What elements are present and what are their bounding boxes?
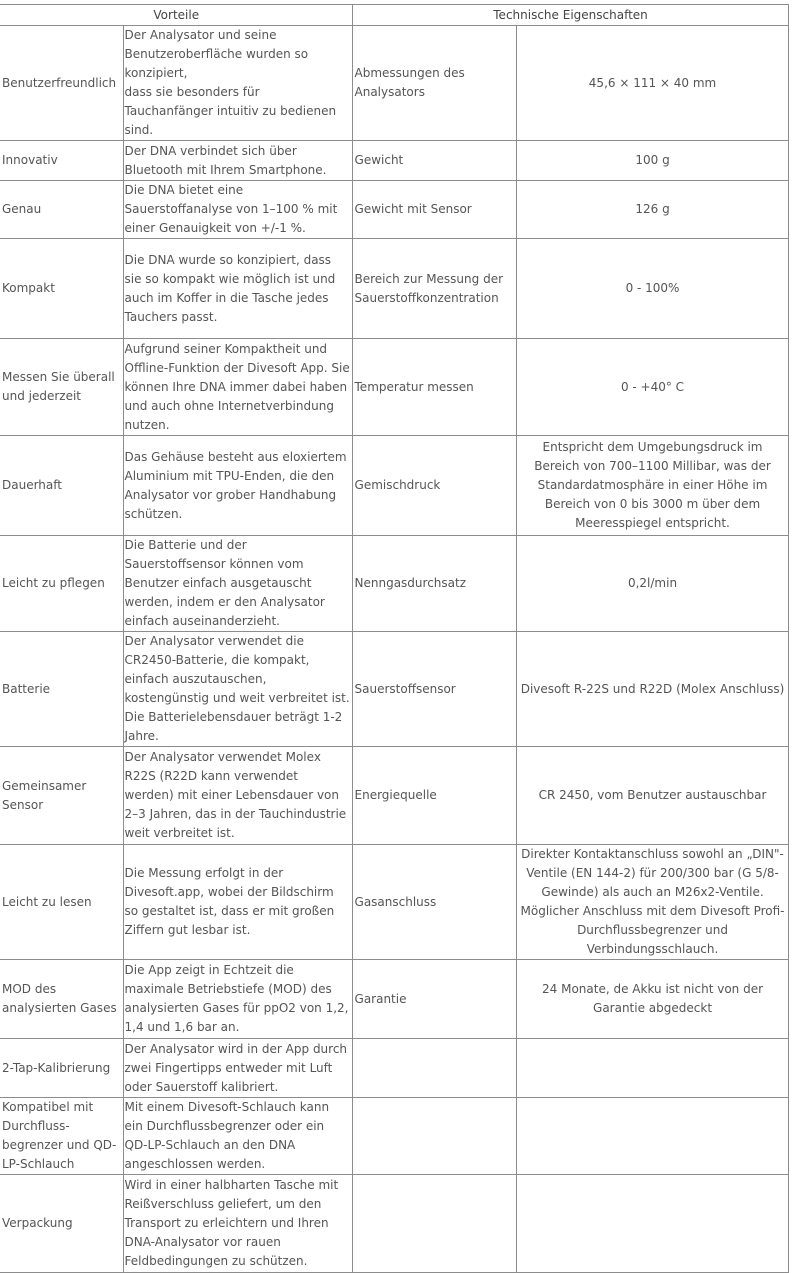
table-header-row <box>0 5 788 26</box>
property-name: Temperatur messen <box>352 339 516 436</box>
property-value: 24 Monate, de Akku ist nicht von der Garantie abgedeckt <box>516 960 788 1039</box>
property-value <box>516 1175 788 1273</box>
property-name: Abmessungen des Analysators <box>352 26 516 141</box>
table-row <box>0 1175 788 1273</box>
feature-description <box>123 181 352 239</box>
description-line: Aufgrund seiner Kompaktheit und Offline-Funktion der Divesoft App. Sie können Ihre DNA immer dabei haben und auch ohne Internetverbindung nutzen. <box>124 341 350 432</box>
feature-name: 2-Tap-Kalibrierung <box>0 1039 123 1098</box>
feature-name: Kompatibel mit Durchfluss-begrenzer und QD-LP-Schlauch <box>0 1098 123 1175</box>
feature-description <box>123 1175 352 1273</box>
description-line: Der Analysator und seine Benutzeroberfläche wurden so konzipiert, <box>124 28 309 80</box>
feature-name: Batterie <box>0 632 123 747</box>
table-row <box>0 181 788 239</box>
feature-name: Leicht zu pflegen <box>0 536 123 632</box>
feature-description <box>123 436 352 536</box>
feature-description <box>123 26 352 141</box>
description-line: Mit einem Divesoft-Schlauch kann ein Durchflussbegrenzer oder ein QD-LP-Schlauch an den DNA angeschlossen werden. <box>124 1100 330 1171</box>
feature-description <box>123 239 352 339</box>
description-line: Die Messung erfolgt in der Divesoft.app, wobei der Bildschirm so gestaltet ist, dass er mit großen Ziffern gut lesbar ist. <box>124 866 335 937</box>
feature-description <box>123 632 352 747</box>
property-value: 0,2l/min <box>516 536 788 632</box>
product-comparison-table <box>0 4 789 1273</box>
property-name: Gewicht <box>352 141 516 181</box>
feature-description <box>123 1039 352 1098</box>
property-name: Gasanschluss <box>352 845 516 960</box>
description-line: Die DNA wurde so konzipiert, dass sie so kompakt wie möglich ist und auch im Koffer in die Tasche jedes Tauchers passt. <box>124 252 336 324</box>
table-row <box>0 1098 788 1175</box>
feature-description <box>123 845 352 960</box>
table-row <box>0 339 788 436</box>
feature-description <box>123 141 352 181</box>
property-value: CR 2450, vom Benutzer austauschbar <box>516 747 788 845</box>
description-line: Der Analysator wird in der App durch zwei Fingertipps entweder mit Luft oder Sauerstoff kalibriert. <box>124 1041 348 1094</box>
feature-name: Verpackung <box>0 1175 123 1273</box>
property-value <box>516 1098 788 1175</box>
feature-description <box>123 339 352 436</box>
property-value <box>516 1039 788 1098</box>
table-row <box>0 141 788 181</box>
feature-name: Leicht zu lesen <box>0 845 123 960</box>
description-line: Der DNA verbindet sich über Bluetooth mit Ihrem Smartphone. <box>124 143 327 177</box>
description-line: Die DNA bietet eine Sauerstoffanalyse von 1–100 % mit einer Genauigkeit von +/-1 %. <box>124 183 338 235</box>
property-value: 126 g <box>516 181 788 239</box>
description-line: dass sie besonders für Tauchanfänger intuitiv zu bedienen sind. <box>124 85 337 137</box>
table-row <box>0 747 788 845</box>
property-name: Nenngasdurchsatz <box>352 536 516 632</box>
table-row <box>0 536 788 632</box>
header-advantages: Vorteile <box>0 5 352 26</box>
property-value: Divesoft R-22S und R22D (Molex Anschluss) <box>516 632 788 747</box>
property-name <box>352 1039 516 1098</box>
description-line: Das Gehäuse besteht aus eloxiertem Aluminium mit TPU-Enden, die den Analysator vor grober Handhabung schützen. <box>124 449 347 521</box>
property-name: Garantie <box>352 960 516 1039</box>
description-line: Die Batterie und der Sauerstoffsensor können vom Benutzer einfach ausgetauscht werden, indem er den Analysator einfach auseinanderzieht. <box>124 538 325 628</box>
property-name <box>352 1175 516 1273</box>
feature-name: Genau <box>0 181 123 239</box>
property-value: 0 - +40° C <box>516 339 788 436</box>
property-value: Direkter Kontaktanschluss sowohl an „DIN"-Ventile (EN 144-2) für 200/300 bar (G 5/8-Gewinde) als auch an M26x2-Ventile. Möglicher Anschluss mit dem Divesoft Profi-Durchflussbegrenzer und Verbindungsschlauch. <box>516 845 788 960</box>
property-name: Bereich zur Messung der Sauerstoffkonzentration <box>352 239 516 339</box>
feature-name: Messen Sie überall und jederzeit <box>0 339 123 436</box>
property-value: Entspricht dem Umgebungsdruck im Bereich von 700–1100 Millibar, was der Standardatmosphäre in einer Höhe im Bereich von 0 bis 3000 m über dem Meeresspiegel entspricht. <box>516 436 788 536</box>
property-value: 0 - 100% <box>516 239 788 339</box>
feature-name: Innovativ <box>0 141 123 181</box>
header-technical-properties: Technische Eigenschaften <box>352 5 788 26</box>
description-line: Wird in einer halbharten Tasche mit Reißverschluss geliefert, um den Transport zu erleichtern und Ihren DNA-Analysator vor rauen Feldbedingungen zu schützen. <box>124 1178 339 1268</box>
table-row <box>0 632 788 747</box>
property-name: Gewicht mit Sensor <box>352 181 516 239</box>
table-row <box>0 1039 788 1098</box>
feature-name: MOD des analysierten Gases <box>0 960 123 1039</box>
property-name: Gemischdruck <box>352 436 516 536</box>
description-line: Die App zeigt in Echtzeit die maximale Betriebstiefe (MOD) des analysierten Gases für ppO2 von 1,2, 1,4 und 1,6 bar an. <box>124 963 349 1034</box>
feature-description <box>123 747 352 845</box>
feature-name: Dauerhaft <box>0 436 123 536</box>
feature-description <box>123 960 352 1039</box>
table-row <box>0 960 788 1039</box>
description-line: Der Analysator verwendet die CR2450-Batterie, die kompakt, einfach auszutauschen, kostengünstig und weit verbreitet ist. Die Batterielebensdauer beträgt 1-2 Jahre. <box>124 634 350 743</box>
feature-name: Kompakt <box>0 239 123 339</box>
table-row <box>0 239 788 339</box>
feature-description <box>123 536 352 632</box>
feature-name: Benutzerfreundlich <box>0 26 123 141</box>
feature-description <box>123 1098 352 1175</box>
property-value: 100 g <box>516 141 788 181</box>
table-row <box>0 436 788 536</box>
property-name: Energiequelle <box>352 747 516 845</box>
table-row <box>0 26 788 141</box>
description-line: Der Analysator verwendet Molex R22S (R22D kann verwendet werden) mit einer Lebensdauer von 2–3 Jahren, das in der Tauchindustrie weit verbreitet ist. <box>124 750 347 840</box>
property-value: 45,6 × 111 × 40 mm <box>516 26 788 141</box>
property-name <box>352 1098 516 1175</box>
table-row <box>0 845 788 960</box>
property-name: Sauerstoffsensor <box>352 632 516 747</box>
feature-name: Gemeinsamer Sensor <box>0 747 123 845</box>
